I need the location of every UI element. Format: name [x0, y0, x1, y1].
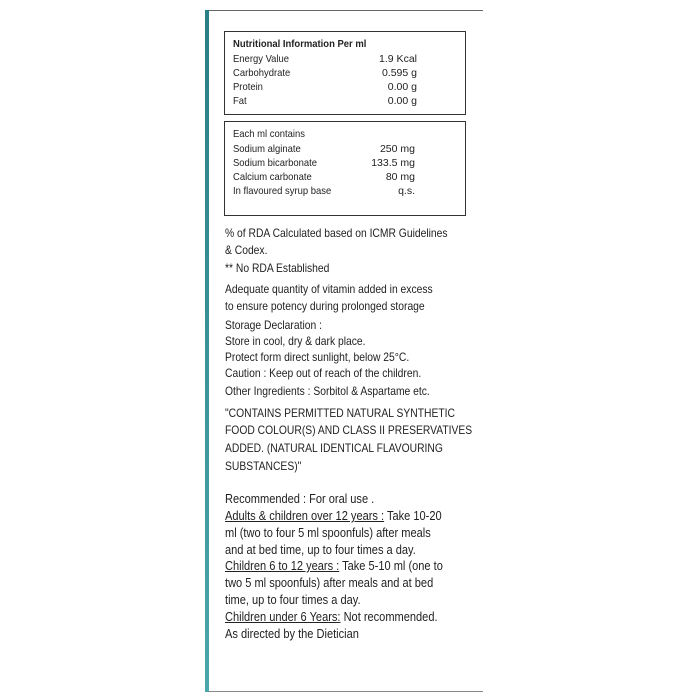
composition-label: Sodium alginate — [233, 143, 301, 155]
bottom-rule — [209, 691, 483, 692]
adults-text-line3: and at bed time, up to four times a day. — [225, 542, 416, 557]
nutrition-row — [233, 95, 417, 109]
caution-line: Caution : Keep out of reach of the children. — [225, 366, 422, 380]
composition-value: q.s. — [398, 185, 415, 197]
nutrition-label: Energy Value — [233, 53, 290, 65]
rda-note-line1: % of RDA Calculated based on ICMR Guidelines — [225, 226, 448, 240]
nutrition-value: 0.00 g — [387, 81, 417, 93]
nutrition-row — [233, 81, 417, 95]
adequate-note-line2: to ensure potency during prolonged storage — [225, 299, 425, 313]
adults-dosage — [225, 508, 442, 524]
nutrition-value: 0.00 g — [387, 95, 417, 107]
adults-text-line2: ml (two to four 5 ml spoonfuls) after meals — [225, 525, 431, 540]
children-text-line2: two 5 ml spoonfuls) after meals and at bed — [225, 575, 434, 590]
other-ingredients: Other Ingredients : Sorbitol & Aspartame etc. — [225, 384, 430, 398]
composition-row — [233, 157, 415, 171]
colour-statement-line1: "CONTAINS PERMITTED NATURAL SYNTHETIC — [225, 406, 455, 420]
colour-statement-line2: FOOD COLOUR(S) AND CLASS II PRESERVATIVES — [225, 423, 473, 437]
recommended-line: Recommended : For oral use . — [225, 491, 375, 506]
composition-table — [224, 121, 466, 216]
nutrition-title: Nutritional Information Per ml — [233, 38, 367, 50]
storage-line1: Store in cool, dry & dark place. — [225, 334, 366, 348]
nutrition-value: 1.9 Kcal — [379, 53, 417, 65]
storage-line2: Protect form direct sunlight, below 25°C. — [225, 350, 410, 364]
children-dosage — [225, 558, 443, 574]
composition-value: 250 mg — [379, 143, 415, 155]
colour-statement-line3: ADDED. (NATURAL IDENTICAL FLAVOURING — [225, 441, 443, 455]
adequate-note-line1: Adequate quantity of vitamin added in excess — [225, 282, 433, 296]
nutrition-row — [233, 53, 417, 67]
colour-statement-line4: SUBSTANCES)" — [225, 459, 302, 473]
composition-label: In flavoured syrup base — [233, 185, 332, 197]
rda-note-line2: & Codex. — [225, 243, 268, 257]
children-text: Take 5-10 ml (one to — [339, 558, 443, 573]
storage-heading: Storage Declaration : — [225, 318, 322, 332]
composition-label: Calcium carbonate — [233, 171, 312, 183]
composition-row — [233, 185, 415, 199]
directed-line: As directed by the Dietician — [225, 626, 359, 641]
adults-heading: Adults & children over 12 years : — [225, 508, 385, 523]
composition-value: 133.5 mg — [371, 157, 415, 169]
nutrition-label: Carbohydrate — [233, 67, 291, 79]
under6-heading: Children under 6 Years: — [225, 609, 341, 624]
children-text-line3: time, up to four times a day. — [225, 592, 361, 607]
composition-value: 80 mg — [385, 171, 415, 183]
nutrition-label: Protein — [233, 81, 263, 93]
adults-text: Take 10-20 — [384, 508, 442, 523]
composition-row — [233, 143, 415, 157]
under6-text: Not recommended. — [340, 609, 438, 624]
under6-dosage — [225, 609, 438, 625]
composition-label: Sodium bicarbonate — [233, 157, 318, 169]
children-heading: Children 6 to 12 years : — [225, 558, 340, 573]
composition-row — [233, 171, 415, 185]
nutrition-table — [224, 31, 466, 115]
nutrition-value: 0.595 g — [381, 67, 417, 79]
nutrition-row — [233, 67, 417, 81]
top-rule — [209, 10, 483, 11]
teal-edge-bar — [205, 10, 209, 692]
composition-title: Each ml contains — [233, 128, 305, 140]
no-rda-note: ** No RDA Established — [225, 261, 330, 275]
nutrition-label: Fat — [233, 95, 247, 107]
